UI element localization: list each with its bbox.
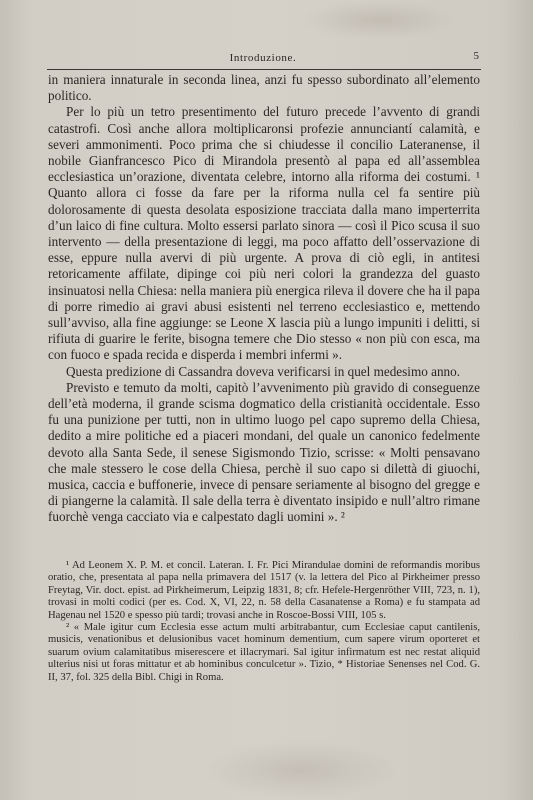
paper-stain: [300, 0, 460, 40]
main-text: [48, 72, 480, 526]
paragraph: in maniera innaturale in seconda linea, anzi fu spesso subordinato all’elemento politico.: [48, 72, 480, 104]
running-title: Introduzione.: [229, 52, 297, 64]
page-number: 5: [473, 50, 479, 62]
header-rule: [47, 69, 481, 70]
paragraph: Questa predizione di Cassandra doveva verificarsi in quel medesimo anno.: [66, 363, 461, 379]
paper-stain: [200, 740, 400, 800]
paragraph: Per lo più un tetro presentimento del futuro precede l’avvento di grandi catastrofi. Così anche allora moltiplicaronsi profezie annunciantí calamità, e severi ammonimenti. Poco prima che si chiudesse il concilio Lateranense, il nobile Gianfrancesco Pico di Mirandola presentò al papa ed all’assemblea ecclesiastica un’orazione, diventata celebre, intorno alla riforma dei costumi. ¹ Quanto allora ci fosse da fare per la riforma nulla cel fa sentire più dolorosamente di questa desolata esposizione tracciata dalla mano imperterrita d’un laico di fine cultura. Molto essersi parlato sinora — così il Pico scusa il suo intervento — della presentazione di leggi, ma poco affatto dell’osservazione di esse, eppure nulla avervi di più urgente. A prova di ciò egli, in antitesi retoricamente affilate, dipinge coi più neri colori la grandezza del guasto insinuatosi nella Chiesa: nella maniera più energica rileva il dovere che ha il papa di porre rimedio ai gravi abusi esistenti nel terreno ecclesiastico e, mettendo sull’avviso, alla fine aggiunge: se Leone X lascia più a lungo impuniti i delitti, si rifiuta di guarire le ferite, bisogna temere che Dio stesso « non più con esca, ma con fuoco e spada recida e disperda i membri infermi ».: [48, 104, 480, 363]
footnote: ² « Male igitur cum Ecclesia esse actum multi arbitrabantur, cum Ecclesiae caput cantilenis, musicis, venationibus et delusionibus vacet hominum dementium, cum sapere virum oporteret et suarum ovium calamitatibus miserescere et illacrymari. Sal igitur infirmatum est nec restat aliquid ulterius nisi ut foras mittatur et ab hominibus conculcetur ». Tizio, * Historiae Senenses nel Cod. G. II, 37, fol. 325 della Bibl. Chigi in Roma.: [48, 622, 480, 683]
footnote: ¹ Ad Leonem X. P. M. et concil. Lateran. I. Fr. Pici Mirandulae domini de reformandis moribus oratio, che, presentata al papa nella primavera del 1517 (v. la lettera del Pico al Pirkheimer presso Freytag, Vir. doct. epist. ad Pirkheimerum, Leipzig 1831, 8; cfr. Hefele-Hergenröther VIII, 723, n. 1), trovasi in molti codici (per es. Cod. X, VI, 22, n. 58 della Casanatense a Roma) e fu stampata ad Hagenau nel 1520 e spesso più tardi; trovasi anche in Roscoe-Bossi VIII, 105 s.: [48, 560, 480, 621]
footnotes: [48, 560, 480, 684]
paragraph: Previsto e temuto da molti, capitò l’avvenimento più gravido di conseguenze dell’età moderna, il grande scisma dogmatico della cristianità occidentale. Esso fu una punizione per tutti, non in ultimo luogo pel capo supremo della Chiesa, dedito a mire politiche ed a piaceri mondani, del quale un canonico fedelmente devoto alla Santa Sede, il senese Sigismondo Tizio, scrisse: « Molti pensavano che male stessero le cose della Chiesa, perchè il suo capo si dilettà di giuochi, musica, caccia e buffonerie, invece di pensare seriamente al bisogno del gregge e di piangerne la calamità. Il sale della terra è diventato insipido e null’altro rimane fuorchè venga cacciato via e calpestato dagli uomini ». ²: [48, 379, 480, 525]
page-header: [47, 50, 479, 70]
